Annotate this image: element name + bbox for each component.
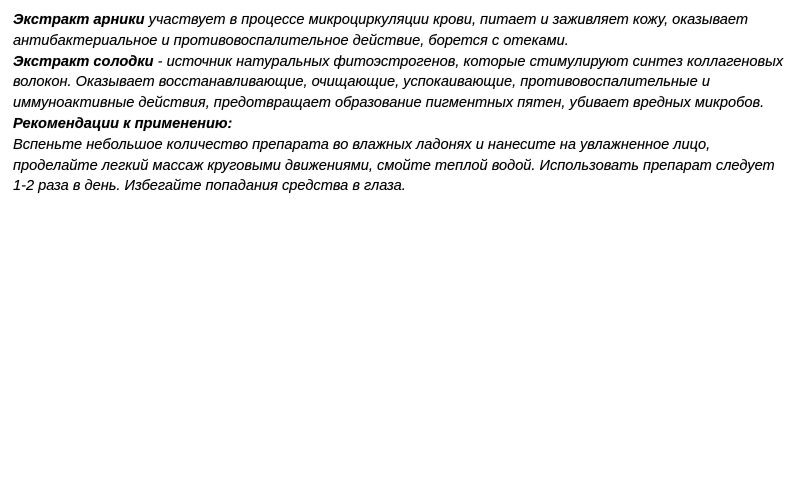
- arnica-paragraph: [13, 10, 789, 52]
- recommendations-heading: Рекомендации к применению:: [13, 115, 233, 132]
- product-description: [13, 10, 789, 197]
- licorice-paragraph: [13, 52, 789, 114]
- arnica-term: Экстракт арники: [13, 12, 145, 28]
- arnica-text: участвует в процессе микроциркуляции крови, питает и заживляет кожу, оказывает антибактериальное и противовоспалительное действие, борется с отеками.: [13, 12, 749, 49]
- recommendations-text: Вспеньте небольшое количество препарата во влажных ладонях и нанесите на увлажненное лицо, проделайте легкий массаж круговыми движениями, смойте теплой водой. Использовать препарат следует 1-2 раза в день. Избегайте попадания средства в глаза.: [13, 136, 775, 195]
- licorice-term: Экстракт солодки: [13, 53, 154, 70]
- licorice-text: - источник натуральных фитоэстрогенов, которые стимулируют синтез коллагеновых волокон. Оказывает восстанавливающие, очищающие, успокаивающие, противовоспалительные и иммуноактивные действия, предотвращает образование пигментных пятен, убивает вредных микробов.: [13, 53, 784, 112]
